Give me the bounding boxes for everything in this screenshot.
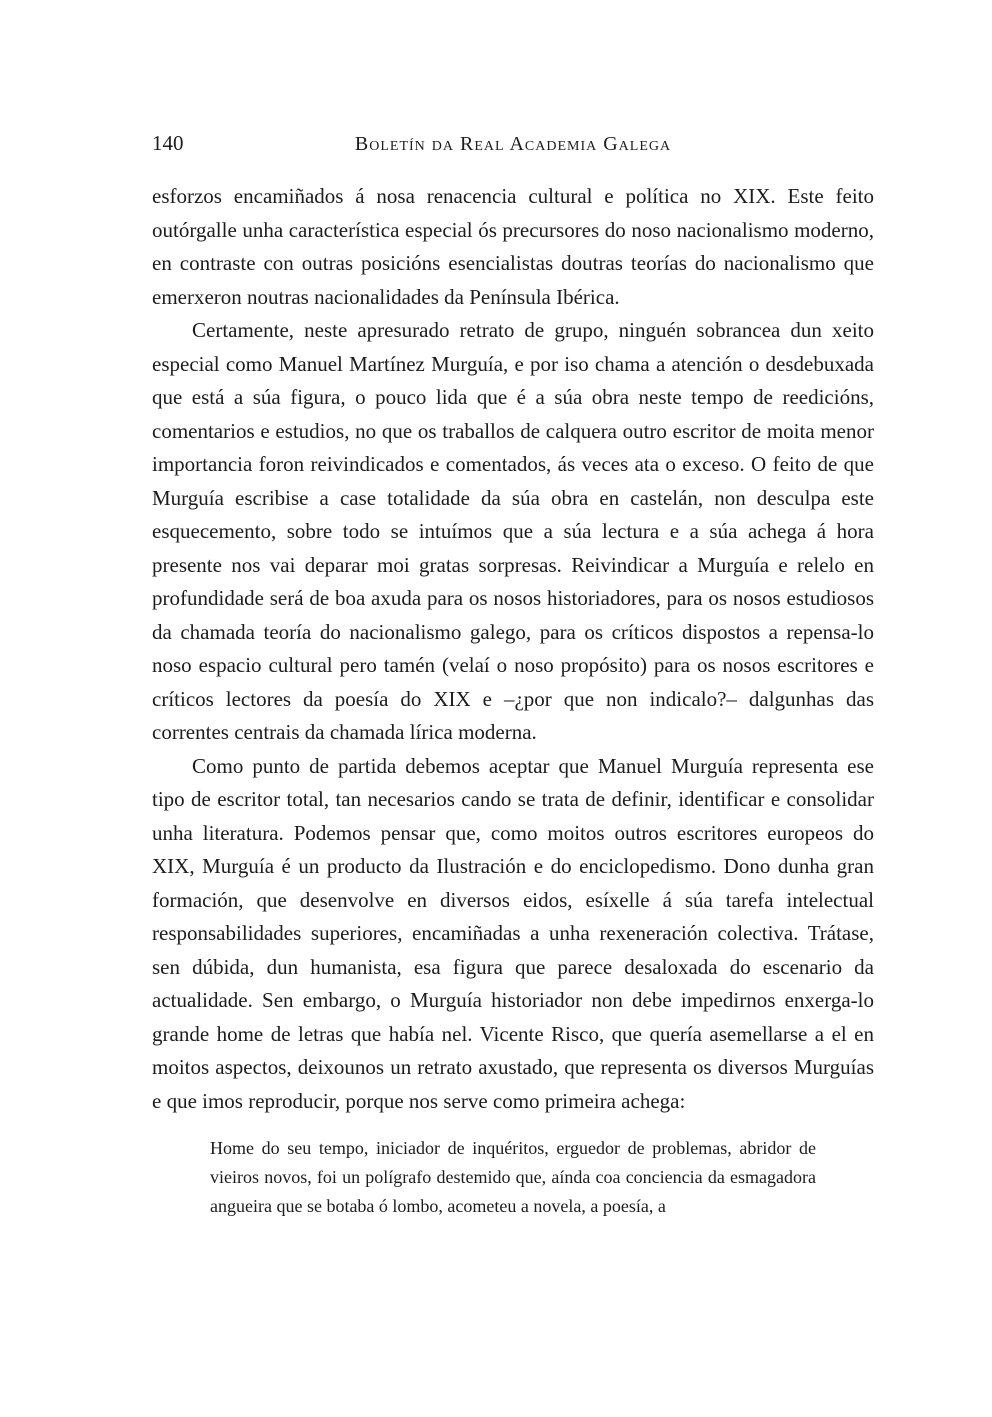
body-text [152,180,874,1118]
text-column [152,130,874,1221]
running-header [152,130,874,160]
blockquote: Home do seu tempo, iniciador de inquéritos, erguedor de problemas, abridor de vieiros novos, foi un polígrafo destemido que, aínda coa conciencia da esmagadora angueira que se botaba ó lombo, acometeu a novela, a poesía, a [210,1138,816,1216]
paragraph-continuation: esforzos encamiñados á nosa renacencia cultural e política no XIX. Este feito outórgalle unha característica especial ós precursores do noso nacionalismo moderno, en contraste con outras posicións esencialistas doutras teorías do nacionalismo que emerxeron noutras nacionalidades da Península Ibérica. [152,184,874,309]
paragraph: Como punto de partida debemos aceptar que Manuel Murguía representa ese tipo de escritor total, tan necesarios cando se trata de definir, identificar e consolidar unha literatura. Podemos pensar que, como moitos outros escritores europeos do XIX, Murguía é un producto da Ilustración e do enciclopedismo. Dono dunha gran formación, que desenvolve en diversos eidos, esíxelle á súa tarefa intelectual responsabilidades superiores, encamiñadas a unha rexeneración colectiva. Trátase, sen dúbida, dun humanista, esa figura que parece desaloxada do escenario da actualidade. Sen embargo, o Murguía historiador non debe impedirnos enxerga-lo grande home de letras que había nel. Vicente Risco, que quería asemellarse a el en moitos aspectos, deixounos un retrato axustado, que representa os diversos Murguías e que imos reproducir, porque nos serve como primeira achega: [152,753,874,1113]
paragraph: Certamente, neste apresurado retrato de grupo, ninguén sobrancea dun xeito especial como Manuel Martínez Murguía, e por iso chama a atención o desdebuxada que está a súa figura, o pouco lida que é a súa obra neste tempo de reedicións, comentarios e estudios, no que os traballos de calquera outro escritor de moita menor importancia foron reivindicados e comentados, ás veces ata o exceso. O feito de que Murguía escribise a case totalidade da súa obra en castelán, non desculpa este esquecemento, sobre todo se intuímos que a súa lectura e a súa achega á hora presente nos vai deparar moi gratas sorpresas. Reivindicar a Murguía e relelo en profundidade será de boa axuda para os nosos historiadores, para os nosos estudiosos da chamada teoría do nacionalismo galego, para os críticos dispostos a repensa-lo noso espacio cultural pero tamén (velaí o noso propósito) para os nosos escritores e críticos lectores da poesía do XIX e –¿por que non indicalo?– dalgunhas das correntes centrais da chamada lírica moderna. [152,318,874,744]
page-number: 140 [152,131,184,155]
journal-title: Boletín da Real Academia Galega [354,133,672,155]
